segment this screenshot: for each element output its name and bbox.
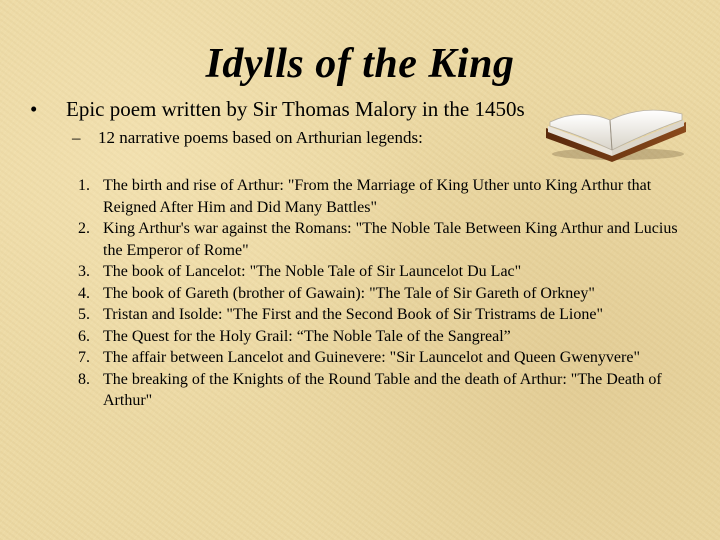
item-text: Tristan and Isolde: "The First and the Second Book of Sir Tristrams de Lione"	[103, 306, 603, 323]
item-text: The Quest for the Holy Grail: “The Noble Tale of the Sangreal”	[103, 327, 511, 345]
sub-bullet-marker: –	[72, 128, 81, 147]
item-number: 6.	[78, 327, 90, 345]
item-text: The book of Lancelot: "The Noble Tale of Sir Launcelot Du Lac"	[103, 263, 522, 280]
sub-bullet	[72, 128, 423, 148]
open-book-icon	[540, 92, 690, 162]
bullet-marker: •	[30, 97, 38, 121]
list-item	[78, 175, 690, 218]
item-number: 2.	[78, 220, 90, 237]
list-item	[78, 304, 690, 326]
sub-bullet-text: 12 narrative poems based on Arthurian legends:	[98, 128, 423, 147]
list-item	[78, 283, 690, 305]
list-item	[78, 218, 690, 261]
list-item	[78, 369, 690, 412]
list-item	[78, 261, 690, 283]
list-item	[78, 326, 690, 348]
item-number: 3.	[78, 263, 90, 280]
item-number: 1.	[78, 177, 90, 194]
item-number: 5.	[78, 306, 90, 323]
item-number: 4.	[78, 284, 90, 302]
item-text: The birth and rise of Arthur: "From the Marriage of King Uther unto King Arthur that Reigned After Him and Did Many Battles"	[103, 177, 652, 216]
main-bullet-text: Epic poem written by Sir Thomas Malory in the 1450s	[66, 97, 525, 121]
slide-title: Idylls of the King	[205, 41, 515, 87]
item-text: King Arthur's war against the Romans: "The Noble Tale Between King Arthur and Lucius the Emperor of Rome"	[103, 220, 678, 259]
poem-list	[78, 175, 690, 412]
item-number: 8.	[78, 370, 90, 388]
main-bullet	[30, 97, 525, 122]
list-item	[78, 347, 690, 369]
item-text: The affair between Lancelot and Guinevere: "Sir Launcelot and Queen Gwenyvere"	[103, 349, 640, 366]
item-number: 7.	[78, 349, 90, 366]
item-text: The breaking of the Knights of the Round Table and the death of Arthur: "The Death of Arthur"	[103, 370, 662, 409]
item-text: The book of Gareth (brother of Gawain): "The Tale of Sir Gareth of Orkney"	[103, 284, 595, 302]
